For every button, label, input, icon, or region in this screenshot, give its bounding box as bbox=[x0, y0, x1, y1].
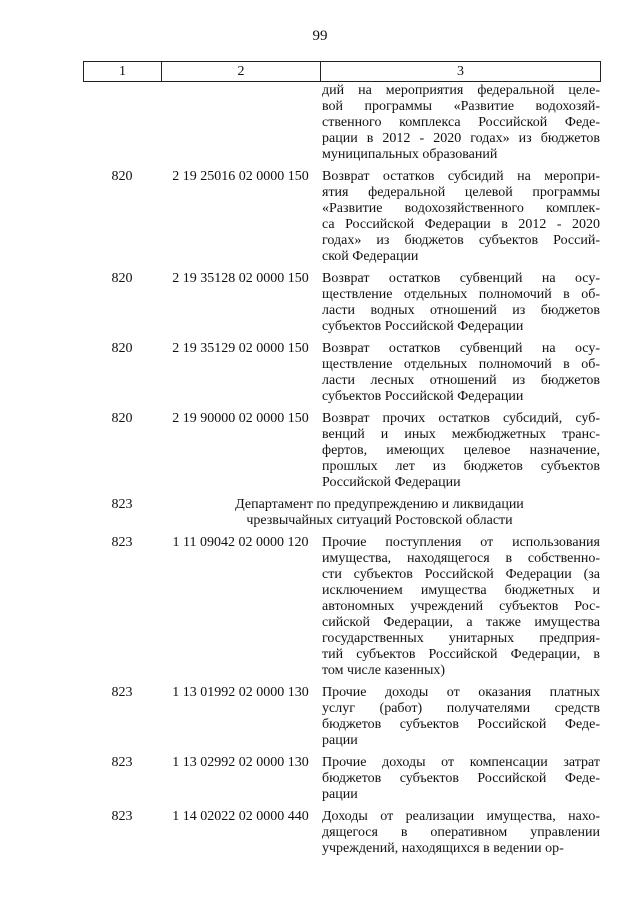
description-line: сти субъектов Российской Федерации (за bbox=[322, 567, 600, 582]
revenue-description bbox=[320, 271, 600, 335]
description-line: рации bbox=[322, 787, 358, 802]
description-line: услуг (работ) получателями средств bbox=[322, 701, 600, 716]
description-line: Прочие доходы от компенсации затрат bbox=[322, 755, 600, 770]
description-line: венций и иных межбюджетных транс- bbox=[322, 427, 600, 442]
description-line: государственных унитарных предприя- bbox=[322, 631, 600, 646]
table-row bbox=[83, 809, 600, 857]
description-line: ятия федеральной целевой программы bbox=[322, 185, 600, 200]
description-line: годах» из бюджетов субъектов Россий- bbox=[322, 233, 600, 248]
admin-code: 823 bbox=[111, 685, 133, 700]
description-line: Возврат остатков субвенций на осу- bbox=[322, 271, 600, 286]
table-row bbox=[83, 535, 600, 679]
description-line: ласти лесных отношений из бюджетов bbox=[322, 373, 600, 388]
budget-classification-code: 2 19 25016 02 0000 150 bbox=[172, 169, 309, 184]
description-line: вой программы «Развитие водохозяй- bbox=[322, 99, 600, 114]
admin-code: 820 bbox=[111, 271, 133, 286]
budget-classification-code: 1 13 01992 02 0000 130 bbox=[172, 685, 309, 700]
description-line: ществление отдельных полномочий в об- bbox=[322, 357, 600, 372]
table-row bbox=[83, 755, 600, 803]
revenue-codes-table bbox=[83, 61, 600, 857]
description-line: учреждений, находящихся в ведении ор- bbox=[322, 841, 564, 856]
description-line: «Развитие водохозяйственного комплек- bbox=[322, 201, 600, 216]
description-line: исключением имущества бюджетных и bbox=[322, 583, 600, 598]
description-line: том числе казенных) bbox=[322, 663, 446, 678]
department-name-line: чрезвычайных ситуаций Ростовской области bbox=[246, 513, 513, 528]
admin-code: 823 bbox=[111, 535, 133, 550]
table-row bbox=[83, 685, 600, 749]
header-col-1: 1 bbox=[84, 62, 162, 82]
description-line: Возврат остатков субвенций на осу- bbox=[322, 341, 600, 356]
budget-classification-code: 1 13 02992 02 0000 130 bbox=[172, 755, 309, 770]
description-line: Прочие доходы от оказания платных bbox=[322, 685, 600, 700]
description-line: Российской Федерации bbox=[322, 475, 461, 490]
description-line: имущества, находящегося в собственно- bbox=[322, 551, 600, 566]
header-col-3: 3 bbox=[321, 62, 601, 82]
admin-code: 823 bbox=[111, 809, 133, 824]
admin-code: 820 bbox=[111, 411, 133, 426]
description-line: автономных учреждений субъектов Рос- bbox=[322, 599, 600, 614]
admin-code: 823 bbox=[111, 497, 133, 512]
department-name bbox=[161, 497, 598, 529]
revenue-description bbox=[320, 411, 600, 491]
description-line: са Российской Федерации в 2012 - 2020 bbox=[322, 217, 600, 232]
description-line: дий на мероприятия федеральной целе- bbox=[322, 83, 600, 98]
admin-code bbox=[83, 83, 161, 163]
budget-classification-code bbox=[161, 83, 320, 163]
description-line: фертов, имеющих целевое назначение, bbox=[322, 443, 600, 458]
description-line: ской Федерации bbox=[322, 249, 419, 264]
description-line: бюджетов субъектов Российской Феде- bbox=[322, 771, 600, 786]
table-row bbox=[83, 271, 600, 335]
budget-classification-code: 2 19 35129 02 0000 150 bbox=[172, 341, 309, 356]
revenue-description bbox=[320, 341, 600, 405]
budget-classification-code: 2 19 90000 02 0000 150 bbox=[172, 411, 309, 426]
revenue-description bbox=[320, 755, 600, 803]
description-line: субъектов Российской Федерации bbox=[322, 389, 524, 404]
table-body bbox=[83, 83, 600, 857]
revenue-description bbox=[320, 809, 600, 857]
description-line: рации в 2012 - 2020 годах» из бюджетов bbox=[322, 131, 600, 146]
page-number: 99 bbox=[312, 28, 328, 44]
description-line: ществление отдельных полномочий в об- bbox=[322, 287, 600, 302]
table-row bbox=[83, 411, 600, 491]
description-line: бюджетов субъектов Российской Феде- bbox=[322, 717, 600, 732]
admin-code: 823 bbox=[111, 755, 133, 770]
revenue-description bbox=[320, 83, 600, 163]
budget-classification-code: 1 14 02022 02 0000 440 bbox=[172, 809, 309, 824]
description-line: субъектов Российской Федерации bbox=[322, 319, 524, 334]
revenue-description bbox=[320, 685, 600, 749]
table-header bbox=[83, 61, 601, 82]
description-line: ласти водных отношений из бюджетов bbox=[322, 303, 600, 318]
revenue-description bbox=[320, 535, 600, 679]
budget-classification-code: 2 19 35128 02 0000 150 bbox=[172, 271, 309, 286]
header-col-2: 2 bbox=[162, 62, 321, 82]
department-row bbox=[83, 497, 600, 529]
description-line: Возврат прочих остатков субсидий, суб- bbox=[322, 411, 600, 426]
description-line: сийской Федерации, а также имущества bbox=[322, 615, 600, 630]
description-line: ственного комплекса Российской Феде- bbox=[322, 115, 600, 130]
department-name-line: Департамент по предупреждению и ликвидации bbox=[235, 497, 524, 512]
description-line: прошлых лет из бюджетов субъектов bbox=[322, 459, 600, 474]
admin-code: 820 bbox=[111, 341, 133, 356]
description-line: дящегося в оперативном управлении bbox=[322, 825, 600, 840]
description-line: муниципальных образований bbox=[322, 147, 498, 162]
revenue-description bbox=[320, 169, 600, 265]
table-row bbox=[83, 341, 600, 405]
description-line: тий субъектов Российской Федерации, в bbox=[322, 647, 600, 662]
budget-classification-code: 1 11 09042 02 0000 120 bbox=[172, 535, 309, 550]
table-row bbox=[83, 83, 600, 163]
description-line: Доходы от реализации имущества, нахо- bbox=[322, 809, 600, 824]
description-line: рации bbox=[322, 733, 358, 748]
description-line: Прочие поступления от использования bbox=[322, 535, 600, 550]
admin-code: 820 bbox=[111, 169, 133, 184]
description-line: Возврат остатков субсидий на меропри- bbox=[322, 169, 600, 184]
table-row bbox=[83, 169, 600, 265]
